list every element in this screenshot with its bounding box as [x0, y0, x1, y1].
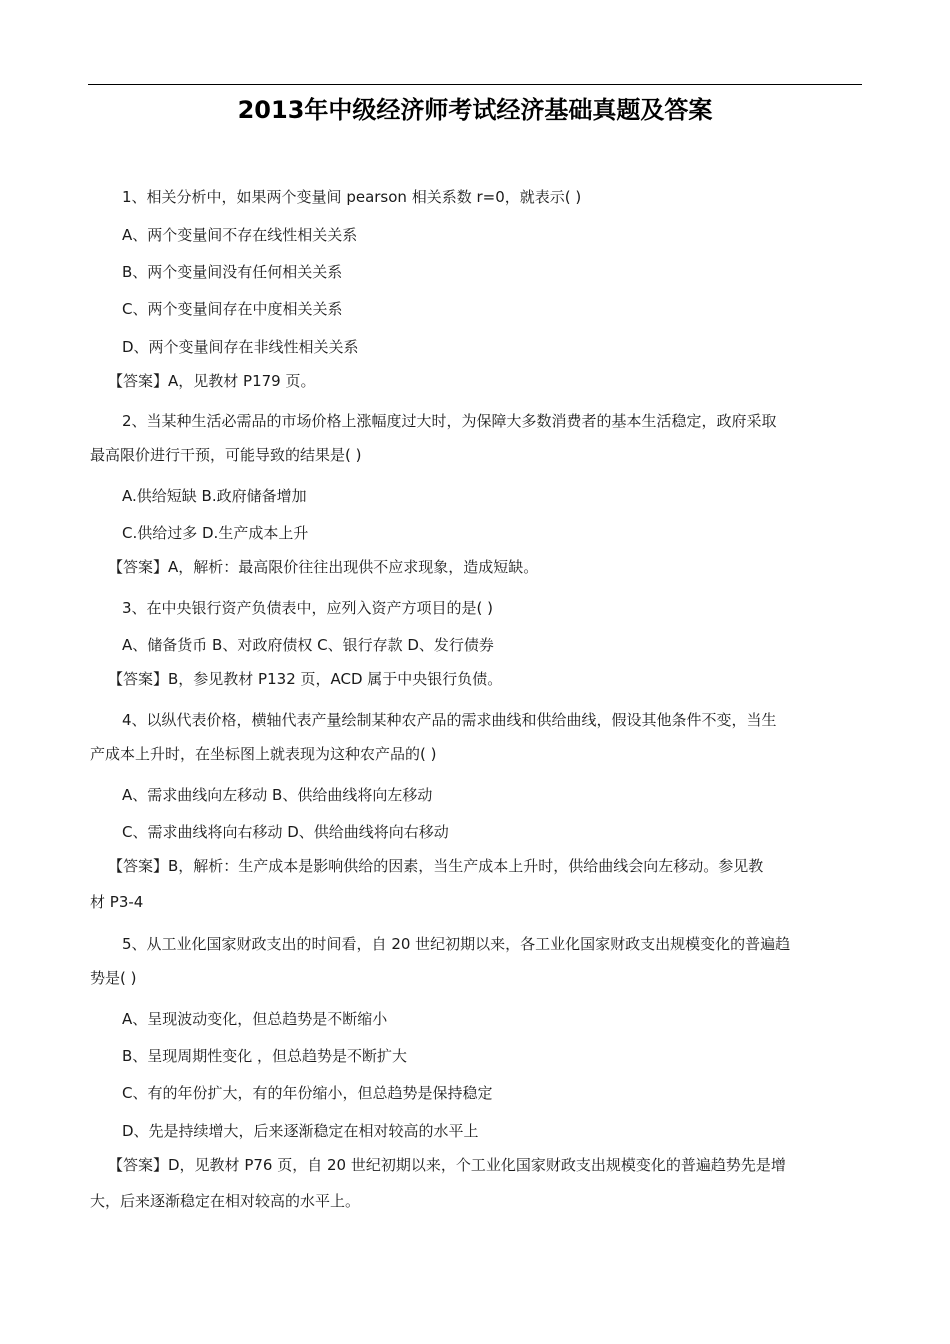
question-5-option-a: A、呈现波动变化，但总趋势是不断缩小 — [122, 1010, 388, 1028]
question-5-stem-cont: 势是( ) — [90, 969, 137, 987]
question-5-stem: 5、从工业化国家财政支出的时间看，自 20 世纪初期以来，各工业化国家财政支出规模变化的普遍趋 — [122, 935, 791, 953]
question-4-stem-cont: 产成本上升时，在坐标图上就表现为这种农产品的( ) — [90, 745, 437, 763]
question-4-stem: 4、以纵代表价格，横轴代表产量绘制某种农产品的需求曲线和供给曲线，假设其他条件不变，当生 — [122, 711, 777, 729]
question-2-stem-cont: 最高限价进行干预，可能导致的结果是( ) — [90, 446, 362, 464]
question-5-option-c: C、有的年份扩大，有的年份缩小，但总趋势是保持稳定 — [122, 1084, 493, 1102]
question-2-options-ab: A.供给短缺 B.政府储备增加 — [122, 487, 307, 505]
question-4-options-ab: A、需求曲线向左移动 B、供给曲线将向左移动 — [122, 786, 433, 804]
question-3-options: A、储备货币 B、对政府债权 C、银行存款 D、发行债券 — [122, 636, 494, 654]
question-5-option-b: B、呈现周期性变化 ，但总趋势是不断扩大 — [122, 1047, 408, 1065]
question-5-answer: 【答案】D，见教材 P76 页，自 20 世纪初期以来，个工业化国家财政支出规模变化的普遍趋势先是增 — [108, 1156, 786, 1174]
question-1-option-d: D、两个变量间存在非线性相关关系 — [122, 338, 359, 356]
question-4-answer: 【答案】B，解析：生产成本是影响供给的因素，当生产成本上升时，供给曲线会向左移动。参见教 — [108, 857, 764, 875]
document-title: 2013年中级经济师考试经济基础真题及答案 — [237, 96, 713, 124]
question-3-stem: 3、在中央银行资产负债表中，应列入资产方项目的是( ) — [122, 599, 494, 617]
question-1-answer: 【答案】A，见教材 P179 页。 — [108, 372, 316, 390]
question-1-option-a: A、两个变量间不存在线性相关关系 — [122, 226, 358, 244]
question-3-answer: 【答案】B，参见教材 P132 页，ACD 属于中央银行负债。 — [108, 670, 503, 688]
header-rule — [88, 84, 862, 85]
question-2-stem: 2、当某种生活必需品的市场价格上涨幅度过大时，为保障大多数消费者的基本生活稳定，政府采取 — [122, 412, 777, 430]
question-1-option-c: C、两个变量间存在中度相关关系 — [122, 300, 343, 318]
question-4-options-cd: C、需求曲线将向右移动 D、供给曲线将向右移动 — [122, 823, 449, 841]
question-2-answer: 【答案】A，解析：最高限价往往出现供不应求现象，造成短缺。 — [108, 558, 539, 576]
question-2-options-cd: C.供给过多 D.生产成本上升 — [122, 524, 309, 542]
question-4-answer-cont: 材 P3-4 — [90, 893, 144, 911]
question-1-option-b: B、两个变量间没有任何相关关系 — [122, 263, 343, 281]
question-5-option-d: D、先是持续增大，后来逐渐稳定在相对较高的水平上 — [122, 1122, 479, 1140]
question-1-stem: 1、相关分析中，如果两个变量间 pearson 相关系数 r=0，就表示( ) — [122, 188, 582, 206]
question-5-answer-cont: 大，后来逐渐稳定在相对较高的水平上。 — [90, 1192, 361, 1210]
